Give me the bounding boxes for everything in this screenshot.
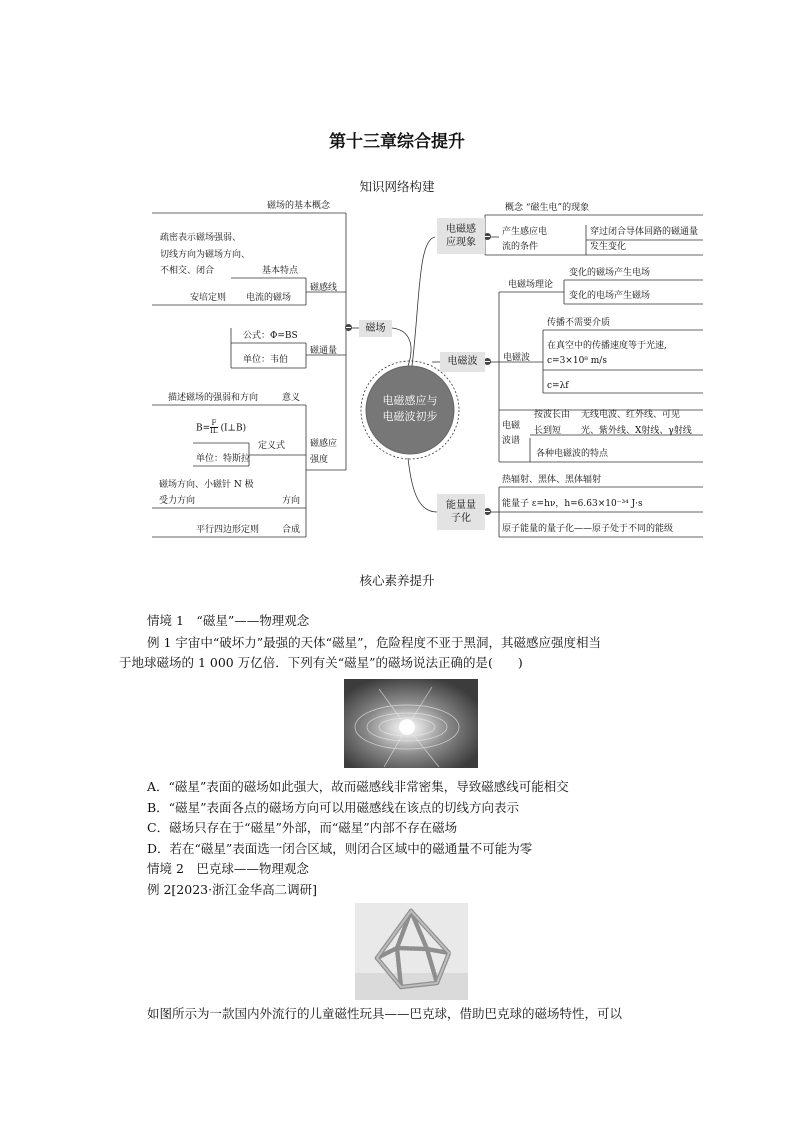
compose-label: 合成 — [282, 525, 301, 535]
formula-denominator: IL — [210, 427, 218, 436]
order-line-1: 按波长由 — [534, 410, 571, 420]
node-quantum-line-1: 能量量 — [446, 499, 476, 511]
planck-constant: 能量子 ε=hν，h=6.63×10⁻³⁴ J·s — [502, 499, 643, 509]
intensity-unit: 单位：特斯拉 — [196, 454, 251, 464]
flux-formula: 公式：Φ=BS — [243, 331, 298, 341]
field-lines-desc-2: 切线方向为磁场方向、 — [160, 250, 251, 260]
intensity-describe: 描述磁场的强弱和方向 — [168, 393, 259, 403]
intensity-label-line-1: 磁感应 — [310, 439, 338, 449]
node-quantum — [437, 494, 485, 530]
formula-condition: (I⊥B) — [220, 423, 247, 434]
option-a: A．“磁星”表面的磁场如此强大，故而磁感线非常密集，导致磁感线可能相交 — [147, 779, 569, 794]
branch-dot-magnetic-field — [345, 324, 352, 331]
field-lines-desc-1: 疏密表示磁场强弱、 — [160, 233, 242, 243]
basic-concept-label: 磁场的基本概念 — [267, 201, 331, 211]
flux-label: 磁通量 — [310, 346, 338, 356]
ampere-rule-label: 安培定则 — [190, 293, 227, 303]
option-c: C．磁场只存在于“磁星”外部，而“磁星”内部不存在磁场 — [147, 820, 458, 835]
scenario-1-heading: 情境 1 “磁星”——物理观念 — [147, 613, 310, 628]
definition-label: 定义式 — [258, 441, 286, 451]
spectrum-list — [581, 408, 692, 440]
node-quantum-line-2: 子化 — [451, 513, 471, 524]
direction-desc-2: 受力方向 — [159, 496, 196, 506]
branch-dot-wave — [484, 358, 491, 365]
node-induction-line-2: 应现象 — [446, 237, 476, 248]
node-magnetic-field: 磁场 — [359, 320, 392, 337]
order-label — [534, 408, 570, 440]
condition-value-2: 发生变化 — [590, 242, 627, 252]
option-b: B．“磁星”表面各点的磁场方向可以用磁感线在该点的切线方向表示 — [147, 800, 519, 815]
intensity-label — [310, 437, 337, 469]
wave-relation: c=λf — [547, 381, 569, 391]
scenario-2-heading: 情境 2 巴克球——物理观念 — [147, 861, 309, 876]
page-title: 第十三章综合提升 — [329, 132, 465, 152]
order-line-2: 长到短 — [534, 425, 562, 436]
magnetar-image — [344, 679, 478, 768]
example-1-line-2: 于地球磁场的 1 000 万亿倍．下列有关“磁星”的磁场说法正确的是( ) — [119, 655, 523, 670]
spectrum-label — [502, 419, 520, 450]
direction-label: 方向 — [282, 496, 301, 506]
parallelogram-label: 平行四边形定则 — [196, 525, 260, 535]
current-field-label: 电流的磁场 — [246, 293, 292, 303]
intensity-label-line-2: 强度 — [310, 454, 329, 465]
condition-label-1: 产生感应电 — [502, 227, 548, 237]
field-lines-label: 磁感线 — [310, 283, 338, 293]
example-2-header: 例 2[2023·浙江金华高二调研] — [147, 882, 317, 897]
theory-item-1: 变化的磁场产生电场 — [569, 268, 651, 278]
wave-speed-line: 在真空中的传播速度等于光速, — [547, 341, 667, 351]
section-title-core: 核心素养提升 — [359, 573, 435, 588]
spectrum-line-2: 波谱 — [502, 436, 521, 447]
intensity-formula — [196, 420, 246, 436]
direction-desc-1: 磁场方向、小磁针 N 极 — [159, 480, 254, 490]
spectrum-list-2: 光、紫外线、X射线、γ射线 — [581, 425, 692, 436]
intensity-meaning: 意义 — [282, 393, 301, 403]
condition-label-2: 流的条件 — [502, 242, 539, 252]
node-induction-line-1: 电磁感 — [446, 223, 476, 235]
flux-unit: 单位：韦伯 — [243, 355, 289, 365]
example-2-line-1: 如图所示为一款国内外流行的儿童磁性玩具——巴克球，借助巴克球的磁场特性，可以 — [147, 1006, 623, 1021]
formula-numerator: F — [211, 419, 217, 427]
em-wave-sub-label: 电磁波 — [503, 353, 531, 363]
section-title-knowledge: 知识网络构建 — [359, 179, 435, 194]
field-lines-desc-3: 不相交、闭合 — [160, 266, 215, 276]
branch-dot-quantum — [484, 508, 491, 515]
thermal-radiation: 热辐射、黑体、黑体辐射 — [502, 475, 602, 485]
center-line-1: 电磁感应与 — [382, 394, 438, 407]
mindmap-center-node — [366, 393, 454, 425]
theory-item-2: 变化的电场产生磁场 — [569, 291, 651, 301]
option-d: D．若在“磁星”表面选一闭合区域，则闭合区域中的磁通量不可能为零 — [147, 841, 533, 856]
buckyball-image — [355, 903, 468, 1000]
spectrum-list-1: 无线电波、红外线、可见 — [581, 410, 681, 420]
basic-feature-label: 基本特点 — [262, 266, 299, 276]
magnetar-illustration — [344, 679, 478, 768]
example-1-line-1: 例 1 宇宙中“破坏力”最强的天体“磁星”，危险程度不亚于黑洞，其磁感应强度相当 — [147, 635, 601, 650]
center-line-2: 电磁波初步 — [382, 409, 438, 423]
condition-value-1: 穿过闭合导体回路的磁通量 — [590, 227, 699, 237]
induction-concept: 概念 “磁生电”的现象 — [505, 203, 590, 213]
no-medium: 传播不需要介质 — [547, 318, 611, 328]
node-em-wave: 电磁波 — [440, 352, 485, 372]
wave-speed-formula: c=3×10⁸ m/s — [547, 356, 607, 366]
formula-lhs: B= — [196, 423, 211, 434]
branch-dot-induction — [484, 233, 491, 240]
atomic-levels: 原子能量的量子化——原子处于不同的能级 — [502, 524, 674, 534]
buckyball-illustration — [355, 903, 468, 1000]
spectrum-line-1: 电磁 — [502, 421, 521, 431]
node-induction — [437, 218, 485, 254]
wave-features: 各种电磁波的特点 — [536, 449, 609, 459]
em-field-theory: 电磁场理论 — [508, 280, 554, 290]
